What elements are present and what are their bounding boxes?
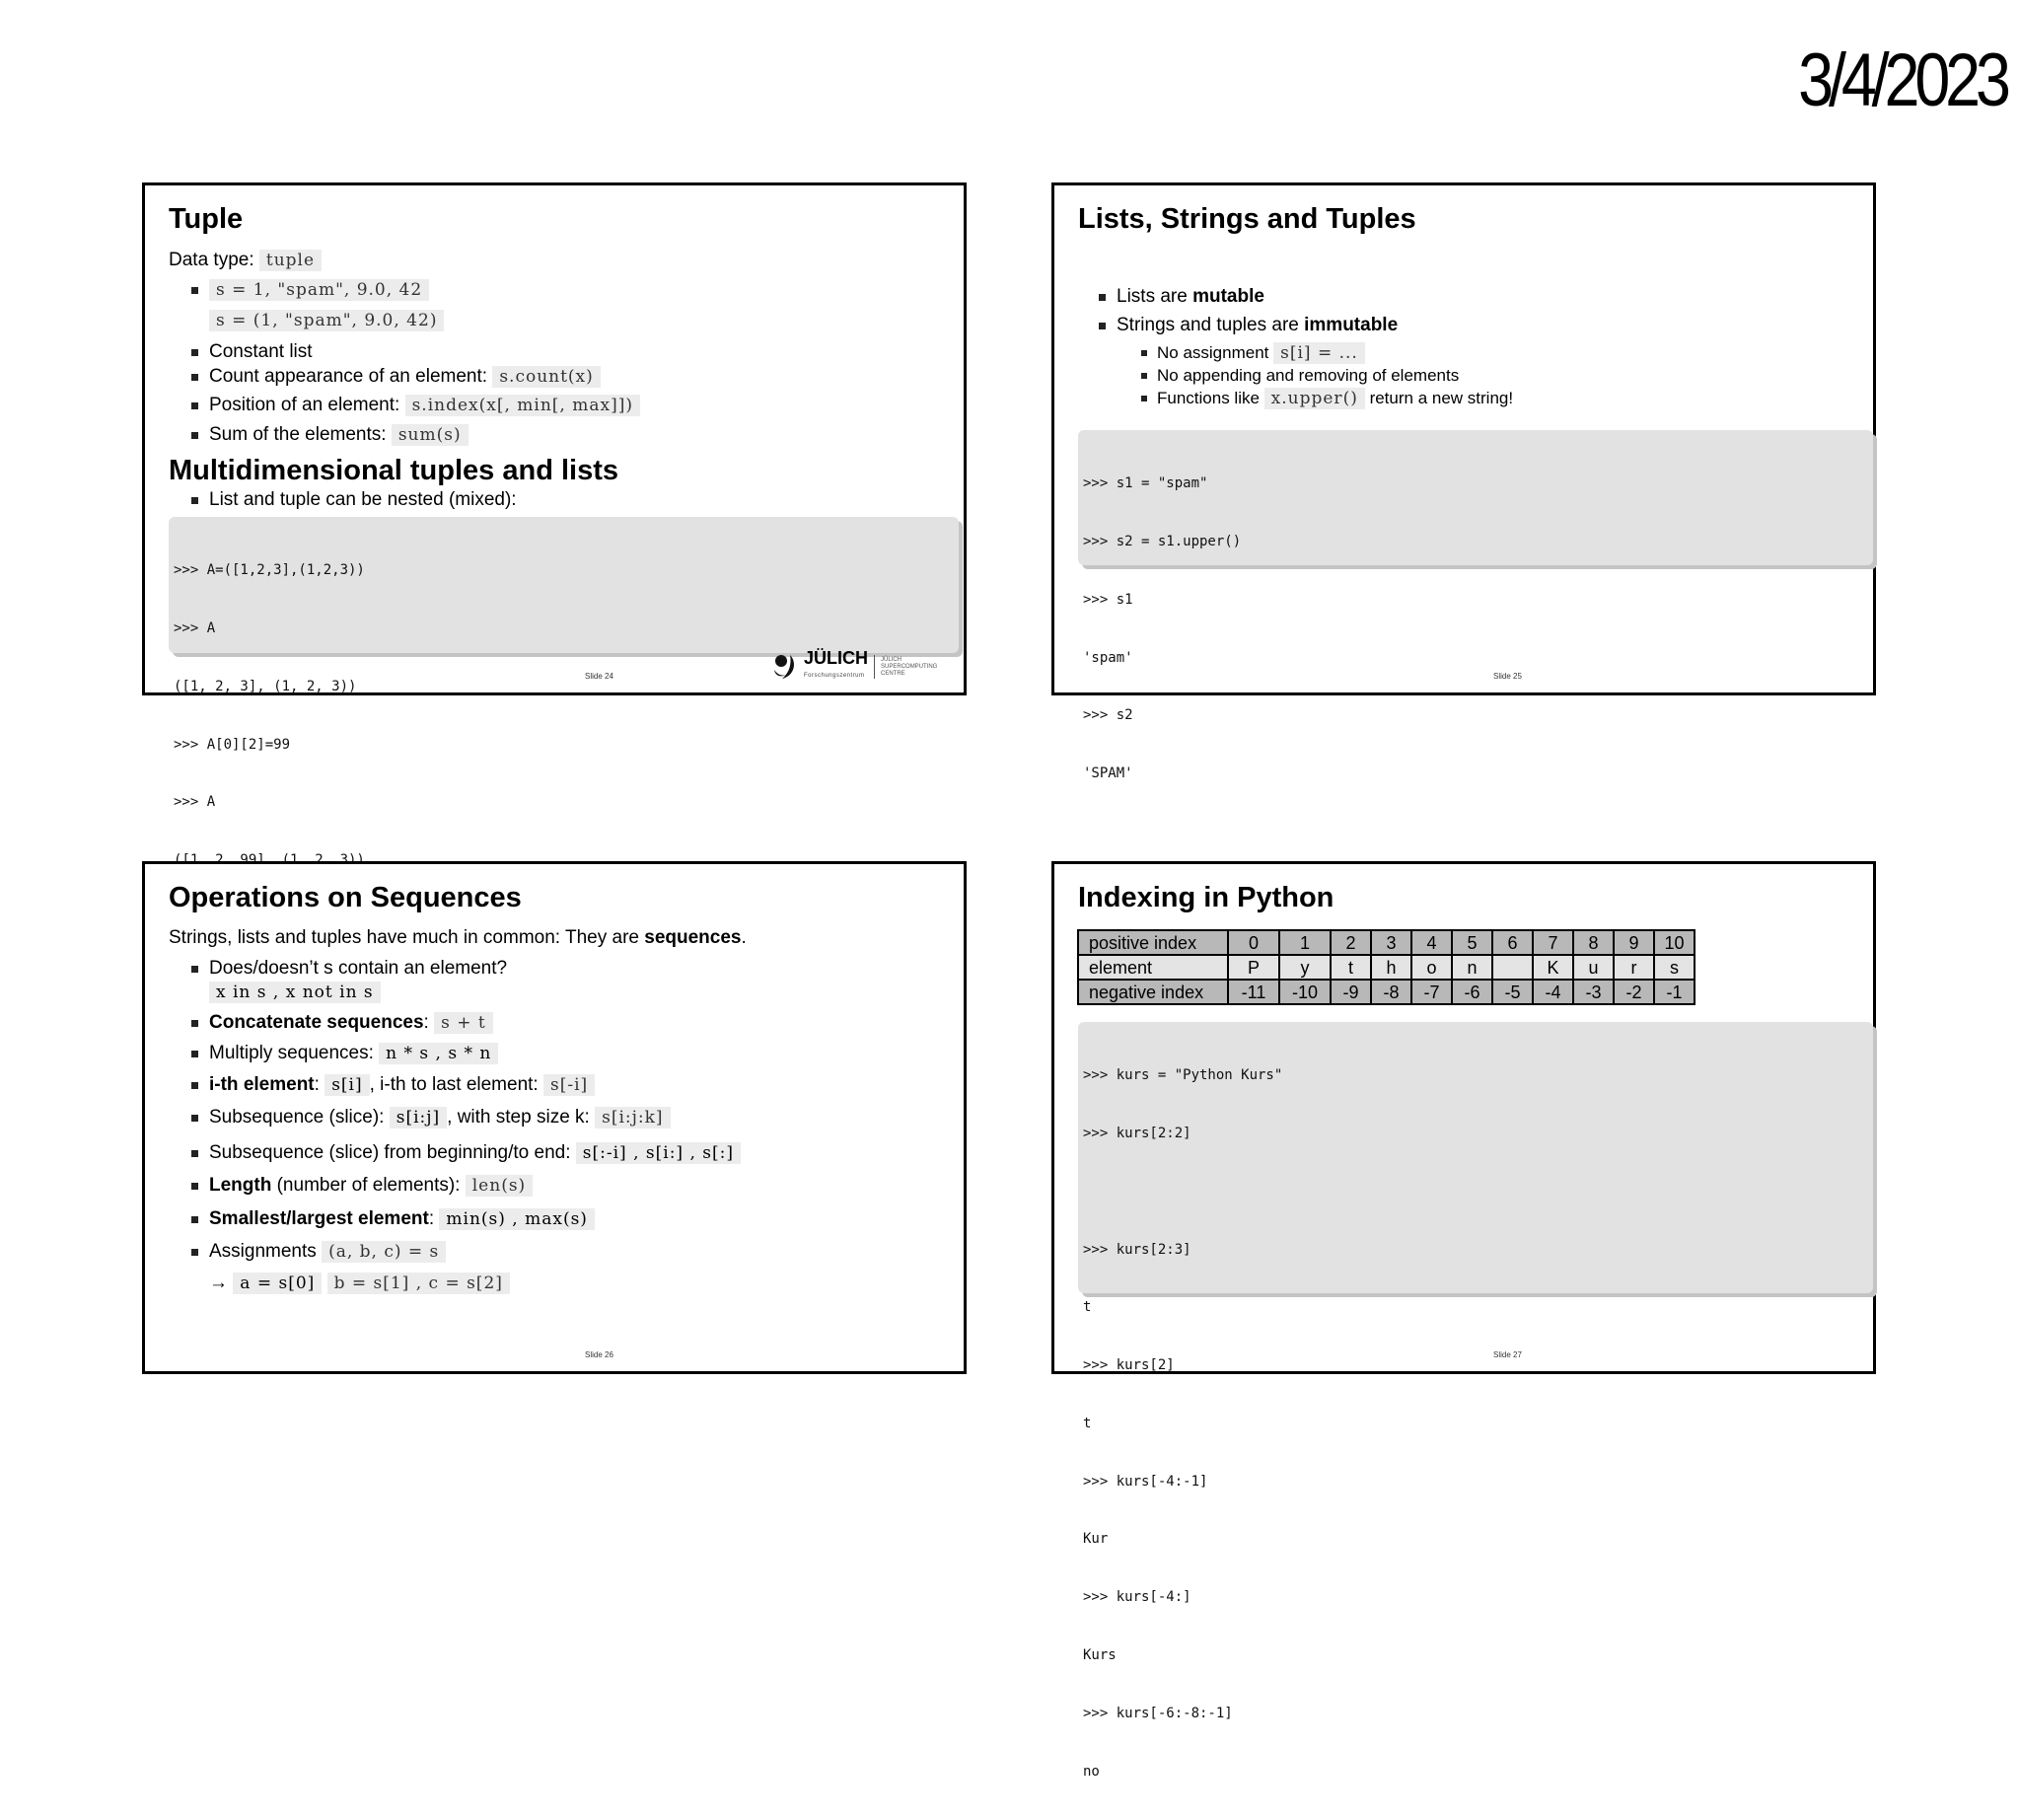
logo-name-text: JÜLICH xyxy=(804,648,869,668)
tuple-literal-parens xyxy=(209,310,444,331)
table-cell: -8 xyxy=(1371,980,1411,1004)
bullet-contain: Does/doesn’t s contain an element? xyxy=(209,958,508,979)
datatype-line xyxy=(169,250,322,271)
slide-number: Slide 27 xyxy=(1493,1350,1522,1359)
table-cell: 2 xyxy=(1331,930,1371,955)
code-line: >>> kurs[2:3] xyxy=(1083,1241,1191,1258)
code-line: t xyxy=(1083,1415,1092,1431)
assignment-result xyxy=(209,1273,510,1294)
table-cell: -11 xyxy=(1228,980,1279,1004)
code-inline: s + t xyxy=(434,1012,493,1034)
code-line: >>> s2 = s1.upper() xyxy=(1083,533,1242,549)
code-line: Kur xyxy=(1083,1531,1109,1548)
bullet-lists-mutable xyxy=(1117,286,1264,308)
bullet-bold: Concatenate sequences xyxy=(209,1012,424,1033)
code-line: >>> kurs[-4:] xyxy=(1083,1589,1191,1606)
table-cell: 6 xyxy=(1492,930,1533,955)
table-cell: u xyxy=(1573,955,1614,980)
bullet-constant-list: Constant list xyxy=(209,341,313,362)
bullet-bold: Smallest/largest element xyxy=(209,1208,429,1229)
code-line: >>> s1 xyxy=(1083,591,1133,608)
slide-number: Slide 26 xyxy=(585,1350,613,1359)
slide-indexing-in-python xyxy=(1051,861,1876,1780)
bullet-text: : xyxy=(428,1208,435,1229)
code-inline: len(s) xyxy=(466,1175,533,1197)
slide-lists-strings-tuples xyxy=(1051,182,1876,782)
bullet-slice xyxy=(209,1107,671,1128)
slide-tuple xyxy=(142,182,967,811)
code-line: >>> kurs[2:2] xyxy=(1083,1125,1191,1141)
bullet-bold: Length xyxy=(209,1175,272,1196)
table-cell: -6 xyxy=(1452,980,1492,1004)
arrow-icon: → xyxy=(209,1273,228,1293)
bullet-text: , i-th to last element: xyxy=(369,1074,539,1095)
code-line xyxy=(1083,1183,1868,1202)
table-cell: 1 xyxy=(1279,930,1331,955)
table-cell: 9 xyxy=(1614,930,1654,955)
table-cell: -2 xyxy=(1614,980,1654,1004)
table-cell: -3 xyxy=(1573,980,1614,1004)
intro-post: . xyxy=(741,927,747,948)
code-line: t xyxy=(1083,1299,1092,1316)
logo-divider xyxy=(874,655,875,679)
bullet-index xyxy=(209,395,640,416)
code-inline: x.upper() xyxy=(1264,388,1365,409)
slide-operations-on-sequences xyxy=(142,861,967,1374)
logo-name xyxy=(804,649,868,685)
table-cell: s xyxy=(1654,955,1695,980)
code-line: >>> kurs[-4:-1] xyxy=(1083,1473,1208,1490)
code-line: >>> kurs[2] xyxy=(1083,1357,1175,1374)
slide-title: Lists, Strings and Tuples xyxy=(1078,203,1416,235)
datatype-label: Data type: xyxy=(169,250,254,270)
code-line: >>> A xyxy=(174,794,216,811)
sub-bullet-no-assignment xyxy=(1157,343,1365,363)
code-line: >>> s1 = "spam" xyxy=(1083,475,1208,492)
bullet-assignments xyxy=(209,1241,446,1263)
table-row-negative xyxy=(1078,980,1695,1004)
code-line: >>> s2 xyxy=(1083,707,1133,724)
bullet-bold: immutable xyxy=(1304,315,1399,335)
bullet-nested: List and tuple can be nested (mixed): xyxy=(209,489,517,510)
code-inline: x in s , x not in s xyxy=(209,982,381,1003)
bullet-text: return a new string! xyxy=(1369,389,1514,407)
bullet-slice-begin-end xyxy=(209,1142,741,1164)
table-cell: 3 xyxy=(1371,930,1411,955)
logo-side-text: JÜLICH SUPERCOMPUTING CENTRE xyxy=(881,656,938,677)
code-line: 'SPAM' xyxy=(1083,765,1133,782)
code-inline: s[i:j] xyxy=(390,1107,447,1128)
slide-number: Slide 25 xyxy=(1493,672,1522,681)
bullet-text: Subsequence (slice): xyxy=(209,1107,385,1128)
julich-logo-icon xyxy=(770,652,800,682)
table-cell: 0 xyxy=(1228,930,1279,955)
bullet-tuple-literal xyxy=(209,279,429,301)
code-line: ([1, 2, 3], (1, 2, 3)) xyxy=(174,678,357,694)
table-row-element xyxy=(1078,955,1695,980)
table-cell: -10 xyxy=(1279,980,1331,1004)
logo-subtitle: Forschungszentrum xyxy=(804,673,865,679)
bullet-text: Functions like xyxy=(1157,389,1260,407)
sub-bullet-no-append: No appending and removing of elements xyxy=(1157,366,1460,385)
code-inline: s[i] = ... xyxy=(1273,342,1365,364)
code-inline: min(s) , max(s) xyxy=(439,1208,595,1230)
table-row-label: element xyxy=(1078,955,1228,980)
bullet-immutable xyxy=(1117,315,1398,336)
bullet-concatenate xyxy=(209,1012,493,1034)
table-cell: t xyxy=(1331,955,1371,980)
table-cell: n xyxy=(1452,955,1492,980)
bullet-text: Count appearance of an element: xyxy=(209,366,488,387)
table-cell: o xyxy=(1411,955,1452,980)
datatype-code: tuple xyxy=(259,250,322,271)
bullet-text: , with step size k: xyxy=(447,1107,590,1128)
code-line: >>> A[0][2]=99 xyxy=(174,736,291,753)
code-line: 'spam' xyxy=(1083,649,1133,666)
slide-title: Operations on Sequences xyxy=(169,882,522,913)
bullet-sum xyxy=(209,424,469,446)
bullet-text: Subsequence (slice) from beginning/to end: xyxy=(209,1142,571,1163)
julich-logo xyxy=(770,649,940,685)
table-cell: K xyxy=(1533,955,1573,980)
code-inline: sum(s) xyxy=(392,424,469,446)
table-cell: 8 xyxy=(1573,930,1614,955)
bullet-text: (number of elements): xyxy=(271,1175,461,1196)
code-inline: a = s[0] xyxy=(233,1273,322,1294)
table-cell: 5 xyxy=(1452,930,1492,955)
intro-bold: sequences xyxy=(644,927,742,948)
bullet-multiply xyxy=(209,1043,498,1064)
bullet-text: Sum of the elements: xyxy=(209,424,387,445)
table-cell: -1 xyxy=(1654,980,1695,1004)
code-inline: s[i:j:k] xyxy=(595,1107,670,1128)
code-line: >>> A=([1,2,3],(1,2,3)) xyxy=(174,562,365,579)
table-cell: 4 xyxy=(1411,930,1452,955)
code-inline: n * s , s * n xyxy=(379,1043,498,1064)
table-row-label: positive index xyxy=(1078,930,1228,955)
bullet-ith-element xyxy=(209,1074,595,1096)
bullet-min-max xyxy=(209,1208,595,1230)
bullet-text: : xyxy=(423,1012,429,1033)
slide-number: Slide 24 xyxy=(585,672,613,681)
bullet-text: Multiply sequences: xyxy=(209,1043,374,1063)
code-inline: s = 1, "spam", 9.0, 42 xyxy=(209,279,429,301)
code-inline: s[-i] xyxy=(543,1074,595,1096)
table-cell: -9 xyxy=(1331,980,1371,1004)
bullet-length xyxy=(209,1175,533,1197)
bullet-text: Assignments xyxy=(209,1241,317,1262)
table-cell: y xyxy=(1279,955,1331,980)
code-inline: s[:-i] , s[i:] , s[:] xyxy=(576,1142,741,1164)
bullet-text: Lists are xyxy=(1117,286,1193,307)
table-cell: 7 xyxy=(1533,930,1573,955)
bullet-text: Strings and tuples are xyxy=(1117,315,1305,335)
table-cell: -4 xyxy=(1533,980,1573,1004)
code-line: no xyxy=(1083,1763,1100,1780)
intro-text xyxy=(169,927,747,949)
index-table xyxy=(1077,929,1695,1005)
table-cell: -7 xyxy=(1411,980,1452,1004)
code-inline: (a, b, c) = s xyxy=(322,1241,446,1263)
code-inline: s.count(x) xyxy=(492,366,600,388)
bullet-bold: mutable xyxy=(1192,286,1264,307)
code-line: >>> kurs = "Python Kurs" xyxy=(1083,1067,1283,1084)
table-row-positive xyxy=(1078,930,1695,955)
code-inline: s[i] xyxy=(325,1074,369,1096)
intro-pre: Strings, lists and tuples have much in common: They are xyxy=(169,927,645,948)
bullet-text: Position of an element: xyxy=(209,395,400,415)
bullet-text: No assignment xyxy=(1157,343,1269,362)
code-inline: s.index(x[, min[, max]]) xyxy=(405,395,640,416)
table-row-label: negative index xyxy=(1078,980,1228,1004)
slide-title: Indexing in Python xyxy=(1078,882,1335,913)
bullet-text: : xyxy=(314,1074,320,1095)
code-line: >>> A xyxy=(174,619,216,636)
table-cell: r xyxy=(1614,955,1654,980)
table-cell: 10 xyxy=(1654,930,1695,955)
document-date: 3/4/2023 xyxy=(1798,38,2006,122)
code-line: >>> kurs[-6:-8:-1] xyxy=(1083,1705,1233,1721)
code-inline: b = s[1] , c = s[2] xyxy=(327,1273,510,1294)
bullet-bold: i-th element xyxy=(209,1074,315,1095)
code-line: Kurs xyxy=(1083,1647,1117,1663)
contain-code-line xyxy=(209,982,381,1003)
table-cell: -5 xyxy=(1492,980,1533,1004)
bullet-count xyxy=(209,366,601,388)
slide-subtitle: Multidimensional tuples and lists xyxy=(169,455,618,486)
sub-bullet-functions xyxy=(1157,389,1513,408)
code-inline: s = (1, "spam", 9.0, 42) xyxy=(209,310,444,331)
slide-title: Tuple xyxy=(169,203,244,235)
table-cell xyxy=(1492,955,1533,980)
table-cell: h xyxy=(1371,955,1411,980)
table-cell: P xyxy=(1228,955,1279,980)
